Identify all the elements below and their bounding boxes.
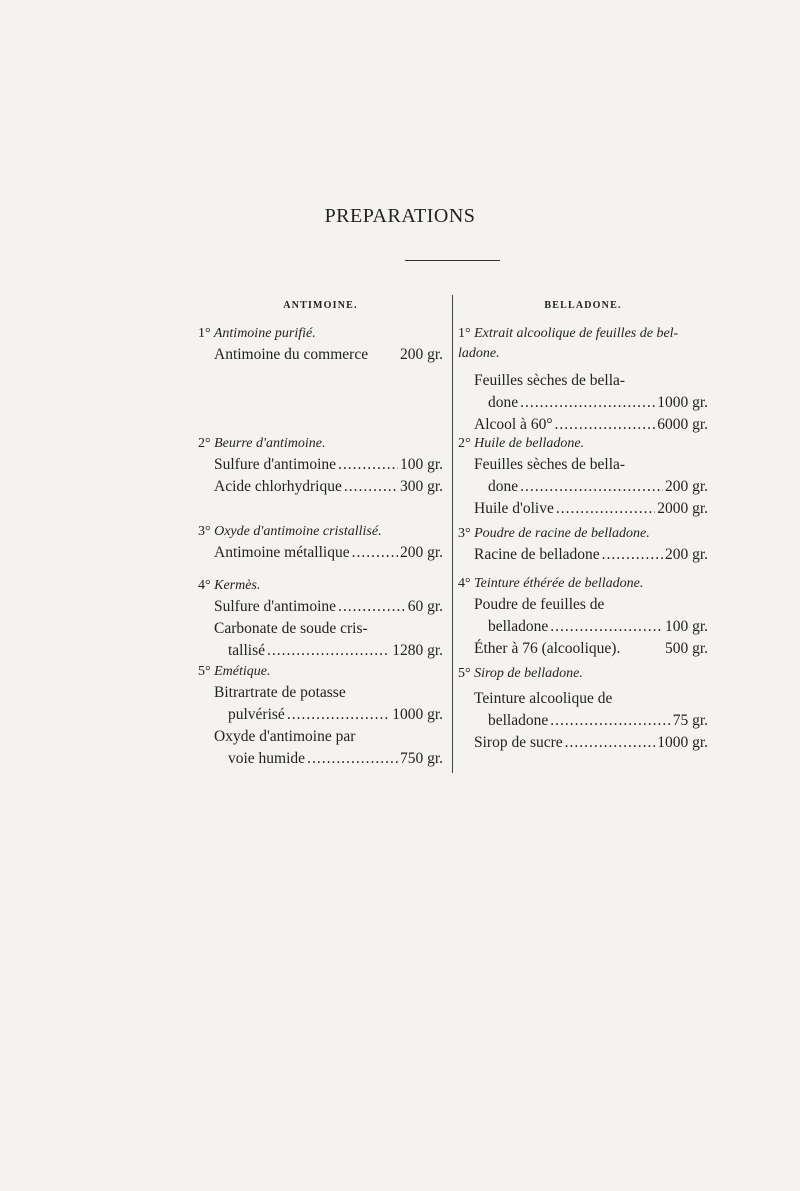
- leader-dots: [267, 640, 390, 662]
- leader-dots: [602, 544, 663, 566]
- recipe-number: 4°: [458, 576, 471, 591]
- ingredient-name: belladone: [488, 712, 549, 729]
- recipe-title-text: Kermès.: [214, 578, 261, 593]
- leader-dots: [556, 498, 655, 520]
- recipe-title: [458, 664, 708, 684]
- recipe-item: [198, 434, 443, 498]
- ingredient-name: Sirop de sucre: [474, 734, 563, 751]
- ingredient-line-text: Bitrartrate de potasse: [214, 684, 346, 701]
- leader-dots: [565, 732, 656, 754]
- ingredient-name: Racine de belladone: [474, 546, 600, 563]
- ingredient-line-text: Oxyde d'antimoine par: [214, 728, 356, 745]
- ingredient-line: [198, 748, 443, 770]
- leader-dots: [352, 542, 398, 564]
- recipe-item: [458, 524, 708, 566]
- leader-dots: [550, 710, 670, 732]
- recipe-number: 3°: [198, 524, 211, 539]
- leader-dots: [338, 596, 406, 618]
- ingredient-quantity: 300 gr.: [399, 478, 443, 495]
- ingredient-line-text: Feuilles sèches de bella-: [474, 372, 626, 389]
- recipe-number: 1°: [198, 326, 211, 341]
- ingredient-line: [458, 544, 708, 566]
- ingredient-line: [198, 640, 443, 662]
- ingredient-quantity: 1280 gr.: [392, 642, 443, 659]
- recipe-item: [458, 664, 708, 754]
- column-divider: [452, 295, 453, 773]
- recipe-title: [198, 576, 443, 596]
- recipe-title-text: Teinture éthérée de belladone.: [474, 576, 644, 591]
- ingredient-line: [458, 476, 708, 498]
- ingredient-name: Sulfure d'antimoine: [214, 456, 337, 473]
- ingredient-line: [458, 616, 708, 638]
- ingredient-quantity: 75 gr.: [672, 712, 708, 729]
- ingredient-name: Éther à 76 (alcoolique).: [474, 640, 621, 657]
- recipe-item: [198, 576, 443, 662]
- ingredient-quantity: 500 gr.: [664, 640, 708, 657]
- ingredient-name: voie humide: [228, 750, 306, 767]
- recipe-title: [198, 434, 443, 454]
- ingredient-name: Sulfure d'antimoine: [214, 598, 337, 615]
- recipe-title-text: Antimoine purifié.: [213, 326, 316, 341]
- recipe-title-continuation: ladone.: [458, 346, 500, 361]
- recipe-number: 3°: [458, 526, 471, 541]
- leader-dots: [344, 476, 398, 498]
- recipe-item: [458, 324, 708, 436]
- ingredient-name: done: [488, 394, 519, 411]
- title-rule: [405, 260, 500, 261]
- recipe-title-text: Sirop de belladone.: [474, 666, 583, 681]
- recipe-title-text: Oxyde d'antimoine cristallisé.: [214, 524, 382, 539]
- recipe-item: [458, 434, 708, 520]
- leader-dots: [555, 414, 656, 436]
- ingredient-name: pulvérisé: [228, 706, 285, 723]
- recipe-title-text: Poudre de racine de belladone.: [474, 526, 650, 541]
- ingredient-line: [198, 454, 443, 476]
- ingredient-line-text: Poudre de feuilles de: [474, 596, 605, 613]
- recipe-number: 4°: [198, 578, 211, 593]
- recipe-title-text: Beurre d'antimoine.: [214, 436, 326, 451]
- ingredient-line: [458, 732, 708, 754]
- belladone-column: [458, 300, 708, 751]
- recipe-title-text: Extrait alcoolique de feuilles de bel-: [474, 326, 679, 341]
- ingredient-quantity: 200 gr.: [399, 346, 443, 363]
- ingredient-name: belladone: [488, 618, 549, 635]
- ingredient-quantity: 200 gr.: [399, 544, 443, 561]
- leader-dots: [520, 476, 663, 498]
- recipe-number: 2°: [458, 436, 471, 451]
- recipe-item: [198, 324, 443, 366]
- ingredient-quantity: 1000 gr.: [657, 734, 708, 751]
- recipe-number: 5°: [198, 664, 211, 679]
- ingredient-quantity: 100 gr.: [399, 456, 443, 473]
- ingredient-line: [198, 542, 443, 564]
- ingredient-name: Huile d'olive: [474, 500, 554, 517]
- recipe-title-text: Emétique.: [214, 664, 271, 679]
- recipe-number: 5°: [458, 666, 471, 681]
- ingredient-name: Acide chlorhydrique: [214, 478, 342, 495]
- ingredient-quantity: 750 gr.: [399, 750, 443, 767]
- leader-dots: [287, 704, 390, 726]
- ingredient-name: Alcool à 60°: [474, 416, 553, 433]
- ingredient-name: tallisé: [228, 642, 266, 659]
- ingredient-line: [458, 498, 708, 520]
- ingredient-quantity: 1000 gr.: [657, 394, 708, 411]
- column-heading-antimoine: ANTIMOINE.: [283, 300, 358, 311]
- recipe-title: [458, 434, 708, 454]
- recipe-title-text: Huile de belladone.: [474, 436, 585, 451]
- leader-dots: [550, 616, 663, 638]
- ingredient-line: [198, 476, 443, 498]
- ingredient-line: [198, 704, 443, 726]
- ingredient-line: [458, 638, 708, 660]
- recipe-title: [458, 524, 708, 544]
- ingredient-line: [458, 414, 708, 436]
- recipe-title: [458, 574, 708, 594]
- ingredient-line-text: Carbonate de soude cris-: [214, 620, 368, 637]
- recipe-item: [198, 522, 443, 564]
- ingredient-quantity: 6000 gr.: [657, 416, 708, 433]
- recipe-title: [198, 662, 443, 682]
- ingredient-name: Antimoine métallique: [214, 544, 350, 561]
- recipe-number: 2°: [198, 436, 211, 451]
- ingredient-quantity: 1000 gr.: [392, 706, 443, 723]
- leader-dots: [307, 748, 398, 770]
- column-heading-belladone: BELLADONE.: [544, 300, 622, 311]
- ingredient-quantity: 100 gr.: [664, 618, 708, 635]
- ingredient-quantity: 2000 gr.: [657, 500, 708, 517]
- ingredient-quantity: 200 gr.: [664, 546, 708, 563]
- recipe-title: [198, 522, 443, 542]
- ingredient-line: [198, 344, 443, 366]
- recipe-item: [198, 662, 443, 770]
- ingredient-line: [458, 392, 708, 414]
- leader-dots: [520, 392, 655, 414]
- ingredient-quantity: 60 gr.: [407, 598, 443, 615]
- ingredient-line: [198, 596, 443, 618]
- ingredient-line-text: Teinture alcoolique de: [474, 690, 613, 707]
- ingredient-line: [458, 710, 708, 732]
- recipe-item: [458, 574, 708, 660]
- ingredient-name: done: [488, 478, 519, 495]
- ingredient-name: Antimoine du commerce: [214, 346, 369, 363]
- recipe-title: [458, 324, 708, 344]
- leader-dots: [338, 454, 398, 476]
- ingredient-line-text: Feuilles sèches de bella-: [474, 456, 626, 473]
- page-title: PREPARATIONS: [324, 205, 476, 227]
- recipe-title: [198, 324, 443, 344]
- recipe-number: 1°: [458, 326, 471, 341]
- antimoine-column: [198, 300, 443, 767]
- ingredient-quantity: 200 gr.: [664, 478, 708, 495]
